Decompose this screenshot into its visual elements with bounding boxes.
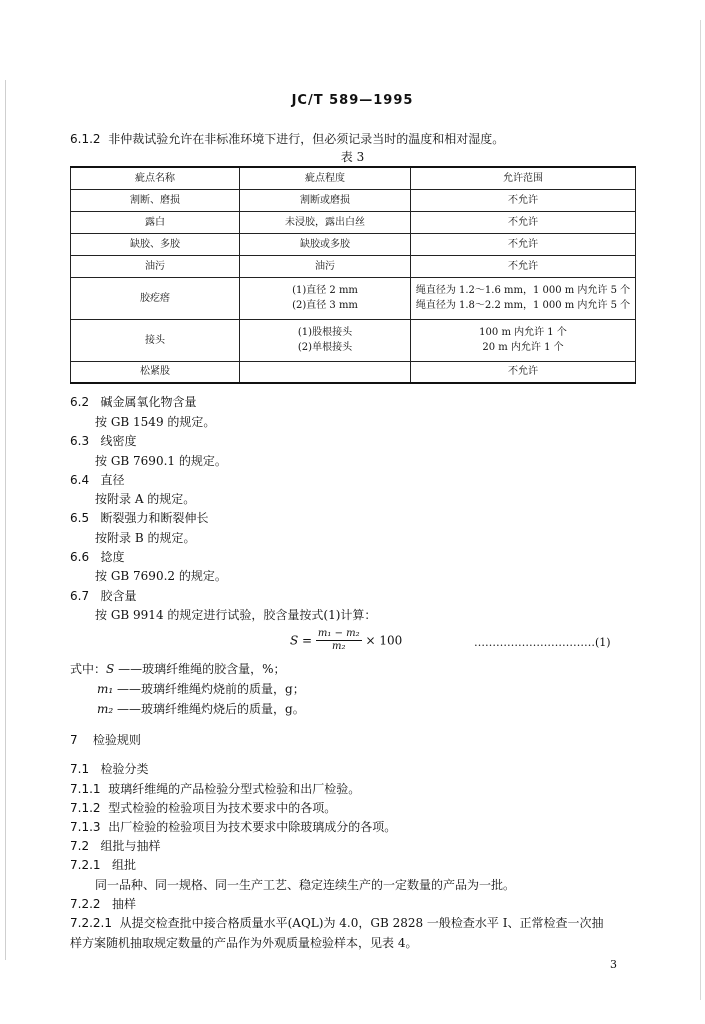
clause-heading: 线密度	[100, 434, 137, 448]
clause-6-7-title	[70, 587, 137, 604]
table-row	[71, 233, 636, 255]
clause-number: 6.6	[70, 550, 90, 564]
clause-text: 型式检验的检验项目为技术要求中的各项。	[108, 801, 337, 815]
allowed-range-cell	[411, 277, 636, 319]
symbol: m₂	[97, 702, 114, 716]
defect-degree: 未浸胶，露出白丝	[240, 211, 411, 233]
allowed-range: 绳直径为 1.8～2.2 mm，1 000 m 内允许 5 个	[415, 300, 631, 311]
table-row	[71, 211, 636, 233]
section-7-title	[70, 731, 141, 748]
defect-degree: (2)直径 3 mm	[292, 300, 358, 311]
clause-7-2-2-1-cont: 样方案随机抽取规定数量的产品作为外观质量检验样本，见表 4。	[70, 936, 418, 950]
clause-6-6-body: 按 GB 7690.2 的规定。	[95, 569, 227, 583]
where-line-1	[70, 660, 285, 677]
symbol-desc: ——玻璃纤维绳灼烧前的质量，g；	[117, 682, 305, 696]
symbol: m₁	[97, 682, 114, 696]
defect-name: 露白	[71, 211, 240, 233]
clause-text: 玻璃纤维绳的产品检验分型式检验和出厂检验。	[108, 782, 361, 796]
allowed-range: 20 m 内允许 1 个	[482, 342, 564, 353]
clause-6-2-title	[70, 393, 197, 410]
clause-number: 6.1.2	[70, 132, 101, 146]
header-cell: 疵点名称	[71, 167, 240, 189]
defect-degree-cell	[240, 277, 411, 319]
clause-number: 7.2.2	[70, 897, 101, 911]
defect-name: 油污	[71, 255, 240, 277]
clause-heading: 检验分类	[100, 762, 149, 776]
allowed-range: 100 m 内允许 1 个	[479, 327, 567, 338]
defect-degree: 缺胶或多胶	[240, 233, 411, 255]
clause-text: 从提交检查批中接合格质量水平(AQL)为 4.0，GB 2828 一般检查水平 I、正常检查一次抽	[119, 916, 604, 930]
clause-number: 7.2.1	[70, 858, 101, 872]
formula-denominator: m₂	[332, 641, 346, 652]
clause-number: 6.5	[70, 511, 90, 525]
clause-6-3-body: 按 GB 7690.1 的规定。	[95, 454, 227, 468]
clause-number: 6.2	[70, 395, 90, 409]
formula-tail: × 100	[365, 633, 403, 648]
formula-numerator: m₁ − m₂	[317, 628, 360, 639]
defect-degree-cell	[240, 319, 411, 361]
scan-edge-right	[700, 20, 701, 1000]
scan-edge-left	[5, 80, 6, 960]
allowed-range: 不允许	[411, 361, 636, 383]
clause-text: 非仲裁试验允许在非标准环境下进行，但必须记录当时的温度和相对湿度。	[108, 132, 505, 146]
formula-lhs: S =	[290, 633, 313, 648]
table-row	[71, 361, 636, 383]
clause-number: 7.2	[70, 839, 90, 853]
clause-6-1-2	[70, 130, 504, 147]
table-header-row	[71, 167, 636, 189]
defect-degree: (1)股根接头	[297, 327, 353, 338]
clause-7-2-1-title	[70, 856, 136, 873]
clause-6-6-title	[70, 548, 125, 565]
clause-7-1-3	[70, 818, 396, 835]
clause-7-1-2	[70, 799, 336, 816]
header-cell: 允许范围	[411, 167, 636, 189]
table-row	[71, 189, 636, 211]
clause-heading: 抽样	[112, 897, 137, 911]
allowed-range-cell	[411, 319, 636, 361]
page-header: JC/T 589—1995	[291, 93, 414, 108]
clause-number: 7.1.3	[70, 820, 101, 834]
formula-1	[290, 628, 402, 653]
table-row	[71, 255, 636, 277]
where-line-2	[97, 680, 305, 697]
table-row	[71, 277, 636, 319]
clause-heading: 直径	[100, 473, 125, 487]
clause-heading: 断裂强力和断裂伸长	[100, 511, 209, 525]
clause-heading: 胶含量	[100, 589, 137, 603]
clause-text: 出厂检验的检验项目为技术要求中除玻璃成分的各项。	[108, 820, 397, 834]
defect-name: 缺胶、多胶	[71, 233, 240, 255]
header-cell: 疵点程度	[240, 167, 411, 189]
symbol-desc: ——玻璃纤维绳的胶含量，%；	[118, 662, 286, 676]
clause-heading: 碱金属氧化物含量	[100, 395, 197, 409]
where-lead: 式中：	[70, 662, 107, 676]
section-heading: 检验规则	[92, 733, 141, 747]
clause-number: 7.1.2	[70, 801, 101, 815]
where-line-3	[97, 700, 305, 717]
section-number: 7	[70, 733, 78, 747]
table-row	[71, 319, 636, 361]
symbol-desc: ——玻璃纤维绳灼烧后的质量，g。	[117, 702, 305, 716]
clause-number: 7.2.2.1	[70, 916, 112, 930]
clause-heading: 捻度	[100, 550, 125, 564]
clause-6-4-title	[70, 471, 125, 488]
clause-7-2-1-body: 同一品种、同一规格、同一生产工艺、稳定连续生产的一定数量的产品为一批。	[95, 878, 516, 892]
formula-fraction	[316, 628, 362, 653]
allowed-range: 不允许	[411, 255, 636, 277]
clause-7-2-2-1	[70, 914, 604, 931]
clause-heading: 组批与抽样	[100, 839, 161, 853]
clause-6-5-title	[70, 509, 209, 526]
allowed-range: 不允许	[411, 233, 636, 255]
defect-degree: 油污	[240, 255, 411, 277]
clause-6-3-title	[70, 432, 137, 449]
defect-name: 割断、磨损	[71, 189, 240, 211]
clause-6-2-body: 按 GB 1549 的规定。	[95, 415, 216, 429]
defect-degree	[240, 361, 411, 383]
clause-number: 6.3	[70, 434, 90, 448]
clause-7-1-title	[70, 760, 149, 777]
defect-name: 接头	[71, 319, 240, 361]
defect-name: 松紧股	[71, 361, 240, 383]
clause-number: 7.1	[70, 762, 90, 776]
table-title: 表 3	[340, 150, 365, 164]
clause-heading: 组批	[112, 858, 137, 872]
clause-6-4-body: 按附录 A 的规定。	[95, 492, 196, 506]
clause-6-5-body: 按附录 B 的规定。	[95, 531, 196, 545]
clause-7-2-title	[70, 837, 161, 854]
table-3	[70, 166, 636, 384]
clause-7-1-1	[70, 780, 360, 797]
page-number: 3	[610, 958, 617, 971]
allowed-range: 不允许	[411, 189, 636, 211]
defect-name: 胶疙瘩	[71, 277, 240, 319]
symbol: S	[106, 662, 115, 676]
clause-number: 6.4	[70, 473, 90, 487]
allowed-range: 绳直径为 1.2～1.6 mm，1 000 m 内允许 5 个	[415, 285, 631, 296]
clause-7-2-2-title	[70, 895, 136, 912]
defect-degree: 割断或磨损	[240, 189, 411, 211]
allowed-range: 不允许	[411, 211, 636, 233]
defect-degree: (2)单根接头	[297, 342, 353, 353]
clause-number: 7.1.1	[70, 782, 101, 796]
formula-number: ……………………………(1)	[474, 636, 611, 649]
defect-degree: (1)直径 2 mm	[292, 285, 358, 296]
clause-6-7-body: 按 GB 9914 的规定进行试验，胶含量按式(1)计算：	[95, 608, 377, 622]
clause-number: 6.7	[70, 589, 90, 603]
